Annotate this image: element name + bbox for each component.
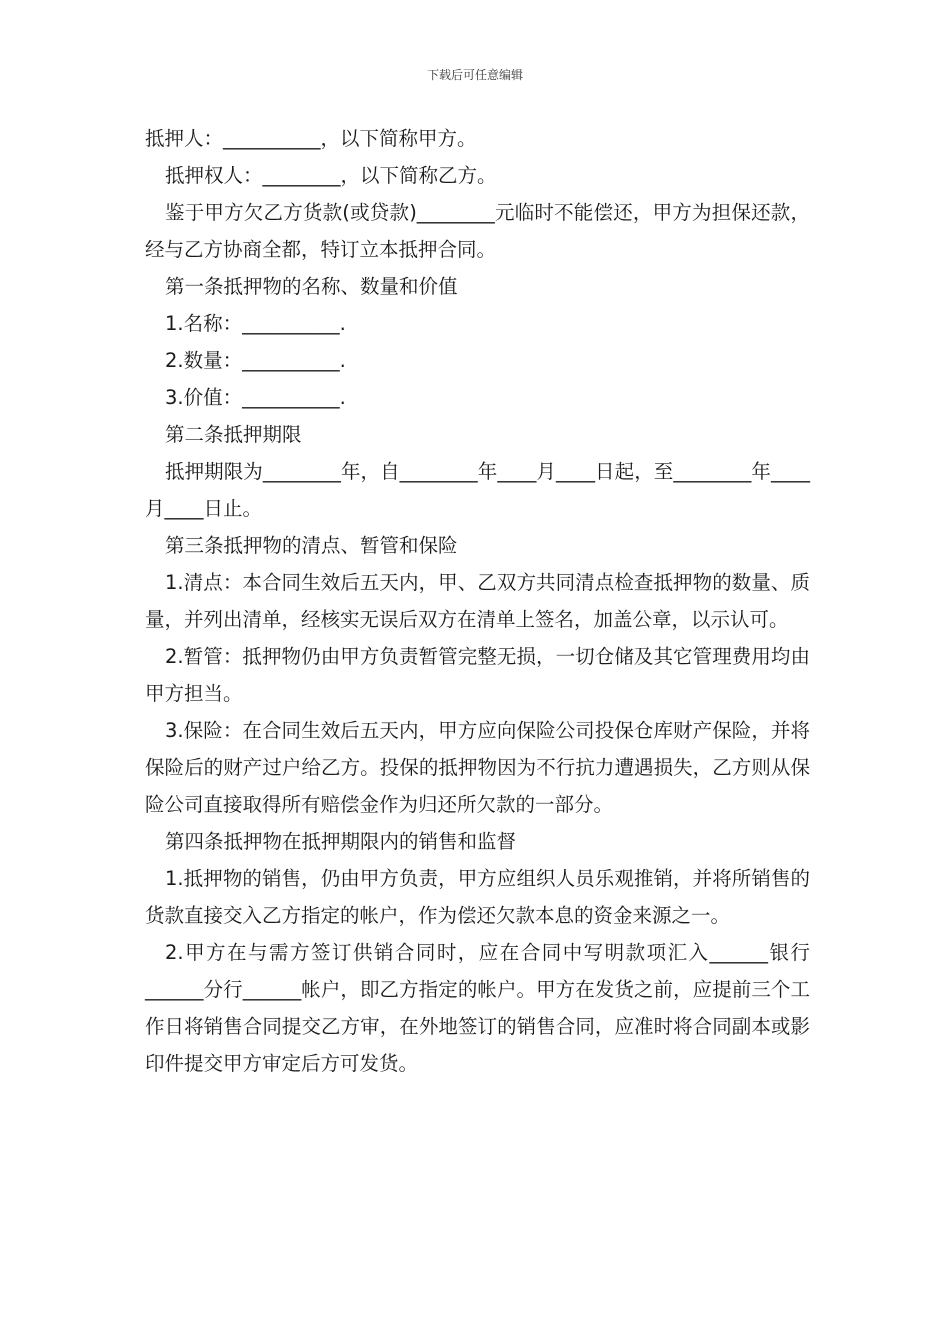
paragraph-preamble: 鉴于甲方欠乙方货款(或贷款)________元临时不能偿还，甲方为担保还款，经与乙方协商全都，特订立本抵押合同。 [145, 201, 810, 261]
article-3-item-custody: 2.暂管：抵押物仍由甲方负责暂管完整无损，一切仓储及其它管理费用均由甲方担当。 [145, 645, 810, 705]
article-1-item-value: 3.价值：__________. [165, 386, 346, 409]
article-3-item-inventory: 1.清点：本合同生效后五天内，甲、乙双方共同清点检查抵押物的数量、质量，并列出清单，经核实无误后双方在清单上签名，加盖公章，以示认可。 [145, 571, 810, 631]
document-body [145, 120, 810, 1082]
article-4-heading: 第四条抵押物在抵押期限内的销售和监督 [165, 830, 517, 853]
page-header-note: 下载后可任意编辑 [426, 68, 523, 82]
article-1-item-quantity: 2.数量：__________. [165, 349, 346, 372]
article-2-heading: 第二条抵押期限 [165, 423, 302, 446]
article-4-item-sales: 1.抵押物的销售，仍由甲方负责，甲方应组织人员乐观推销，并将所销售的货款直接交入乙方指定的帐户，作为偿还欠款本息的资金来源之一。 [145, 867, 810, 927]
article-1-heading: 第一条抵押物的名称、数量和价值 [165, 275, 458, 298]
paragraph-mortgagor: 抵押人：__________，以下简称甲方。 [145, 127, 477, 150]
article-2-term: 抵押期限为________年，自________年____月____日起，至________年____月____日止。 [145, 460, 810, 520]
article-3-heading: 第三条抵押物的清点、暂管和保险 [165, 534, 458, 557]
article-1-item-name: 1.名称：__________. [165, 312, 346, 335]
paragraph-mortgagee: 抵押权人：________，以下简称乙方。 [165, 164, 497, 187]
article-3-item-insurance: 3.保险：在合同生效后五天内，甲方应向保险公司投保仓库财产保险，并将保险后的财产过户给乙方。投保的抵押物因为不行抗力遭遇损失，乙方则从保险公司直接取得所有赔偿金作为归还所欠款的一部分。 [145, 719, 810, 816]
article-4-item-contracts: 2.甲方在与需方签订供销合同时，应在合同中写明款项汇入______银行______分行______帐户，即乙方指定的帐户。甲方在发货之前，应提前三个工作日将销售合同提交乙方审，在外地签订的销售合同，应准时将合同副本或影印件提交甲方审定后方可发货。 [145, 941, 810, 1075]
